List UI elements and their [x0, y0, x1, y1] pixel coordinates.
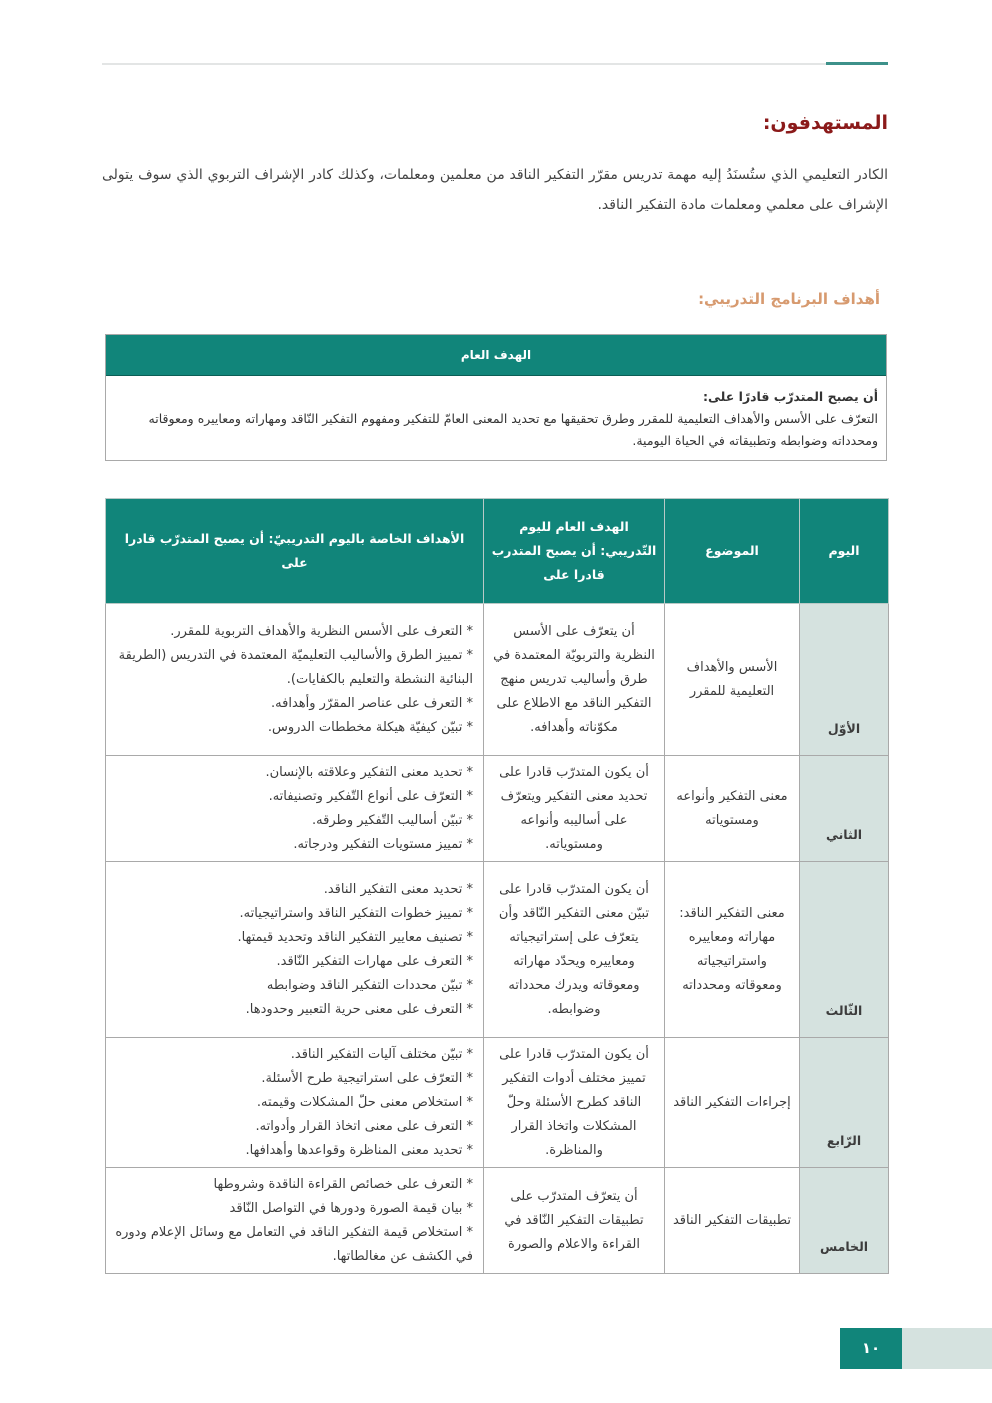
specific-goal-item: * تمييز مستويات التفكير ودرجاته. — [114, 833, 473, 857]
top-rule — [102, 63, 888, 65]
specific-goals-cell — [106, 604, 484, 756]
daily-goal-cell: أن يتعرّف على الأسس النظرية والتربويّة المعتمدة في طرق وأساليب تدريس منهج التفكير الناقد مع الاطلاع على مكوّناته وأهدافه. — [484, 604, 665, 756]
specific-goal-item: * بيان قيمة الصورة ودورها في التواصل النّاقد — [114, 1197, 473, 1221]
day-cell: الخامس — [800, 1168, 889, 1274]
header-specific-goals: الأهداف الخاصة باليوم التدريبيّ: أن يصبح المتدرّب قادرا على — [106, 499, 484, 604]
specific-goal-item: * تبيّن محددات التفكير الناقد وضوابطه — [114, 974, 473, 998]
specific-goals-cell — [106, 1168, 484, 1274]
specific-goal-item: * التعرّف على استراتيجية طرح الأسئلة. — [114, 1067, 473, 1091]
specific-goal-item: * استخلاص معنى حلّ المشكلات وقيمته. — [114, 1091, 473, 1115]
header-day: اليوم — [800, 499, 889, 604]
specific-goal-item: * التعرف على الأسس النظرية والأهداف التربوية للمقرر. — [114, 620, 473, 644]
general-goal-lead: أن يصبح المتدرّب قادرًا على: — [703, 389, 878, 404]
header-topic: الموضوع — [665, 499, 800, 604]
specific-goal-item: * التعرف على عناصر المقرّر وأهدافه. — [114, 692, 473, 716]
table-header-row — [106, 499, 889, 604]
daily-goal-cell: أن يتعرّف المتدرّب على تطبيقات التفكير النّاقد في القراءة والاعلام والصورة — [484, 1168, 665, 1274]
specific-goal-item: * تحديد معنى التفكير الناقد. — [114, 878, 473, 902]
table-body — [106, 604, 889, 1274]
day-cell: الأوّل — [800, 604, 889, 756]
specific-goals-cell — [106, 1038, 484, 1168]
topic-cell: الأسس والأهداف التعليمية للمقرر — [665, 604, 800, 756]
general-goal-body — [106, 376, 886, 460]
specific-goal-item: * تبيّن مختلف آليات التفكير الناقد. — [114, 1043, 473, 1067]
specific-goal-item: * التعرف على معنى حرية التعبير وحدودها. — [114, 998, 473, 1022]
topic-cell: تطبيقات التفكير الناقد — [665, 1168, 800, 1274]
day-cell: الثّالث — [800, 862, 889, 1038]
day-cell: الرّابع — [800, 1038, 889, 1168]
specific-goal-item: * تحديد معنى التفكير وعلاقته بالإنسان. — [114, 761, 473, 785]
topic-cell: معنى التفكير وأنواعه ومستوياته — [665, 756, 800, 862]
specific-goal-item: * تصنيف معايير التفكير الناقد وتحديد قيمتها. — [114, 926, 473, 950]
specific-goal-item: * تبيّن أساليب التّفكير وطرقه. — [114, 809, 473, 833]
table-row — [106, 604, 889, 756]
daily-goal-cell: أن يكون المتدرّب قادرا على تحديد معنى التفكير ويتعرّف على أساليبه وأنواعه ومستوياته. — [484, 756, 665, 862]
specific-goal-item: * تمييز الطرق والأساليب التعليميّة المعتمدة في التدريس (الطريقة البنائية النشطة والتعليم بالكفايات). — [114, 644, 473, 692]
specific-goal-item: * التعرف على مهارات التفكير النّاقد. — [114, 950, 473, 974]
day-cell: الثاني — [800, 756, 889, 862]
specific-goal-item: * تبيّن كيفيّة هيكلة مخططات الدروس. — [114, 716, 473, 740]
table-row — [106, 756, 889, 862]
general-goal-box — [105, 334, 887, 461]
specific-goal-item: * التعرّف على أنواع التّفكير وتصنيفاته. — [114, 785, 473, 809]
target-audience-paragraph: الكادر التعليمي الذي ستُسنَدُ إليه مهمة تدريس مقرّر التفكير الناقد من معلمين ومعلمات، وكذلك كادر الإشراف التربوي الذي سوف يتولى الإشراف على معلمي ومعلمات مادة التفكير الناقد. — [102, 167, 888, 213]
daily-goal-cell: أن يكون المتدرّب قادرا على تبيّن معنى التفكير النّاقد وأن يتعرّف على إستراتيجياته ومعاييره ويحدّد مهاراته ومعوقاته ويدرك محدداته وضوابطه. — [484, 862, 665, 1038]
topic-cell: معنى التفكير الناقد: مهاراته ومعاييره واستراتيجياته ومعوقاته ومحدداته — [665, 862, 800, 1038]
target-audience-heading: المستهدفون: — [762, 112, 888, 134]
page-number: ١٠ — [840, 1328, 902, 1369]
specific-goal-item: * تمييز خطوات التفكير الناقد واستراتيجياته. — [114, 902, 473, 926]
general-goal-header: الهدف العام — [106, 335, 886, 376]
specific-goal-item: * التعرف على معنى اتخاذ القرار وأدواته. — [114, 1115, 473, 1139]
specific-goal-item: * تحديد معنى المناظرة وقواعدها وأهدافها. — [114, 1139, 473, 1163]
specific-goals-cell — [106, 756, 484, 862]
program-goals-heading: أهداف البرنامج التدريبي: — [698, 290, 880, 308]
top-rule-accent — [826, 62, 888, 65]
specific-goals-cell — [106, 862, 484, 1038]
daily-goal-cell: أن يكون المتدرّب قادرا على تمييز مختلف أدوات التفكير الناقد كطرح الأسئلة وحلّ المشكلات واتخاذ القرار والمناظرة. — [484, 1038, 665, 1168]
topic-cell: إجراءات التفكير الناقد — [665, 1038, 800, 1168]
specific-goal-item: * التعرف على خصائص القراءة الناقدة وشروطها — [114, 1173, 473, 1197]
table-row — [106, 1168, 889, 1274]
general-goal-text: التعرّف على الأسس والأهداف التعليمية للمقرر وطرق تحقيقها مع تحديد المعنى العامّ للتفكير ومفهوم التفكير النّاقد ومهاراته ومعاييره ومعوقاته ومحدداته وضوابطه وتطبيقاته في الحياة اليومية. — [148, 411, 878, 448]
table-row — [106, 1038, 889, 1168]
table-row — [106, 862, 889, 1038]
header-daily-goal: الهدف العام لليوم التّدريبي: أن يصبح المتدرب قادرا على — [484, 499, 665, 604]
page-tab-decoration — [902, 1328, 992, 1369]
training-plan-table — [105, 498, 889, 1274]
specific-goal-item: * استخلاص قيمة التفكير الناقد في التعامل مع وسائل الإعلام ودوره في الكشف عن مغالطاتها. — [114, 1221, 473, 1269]
